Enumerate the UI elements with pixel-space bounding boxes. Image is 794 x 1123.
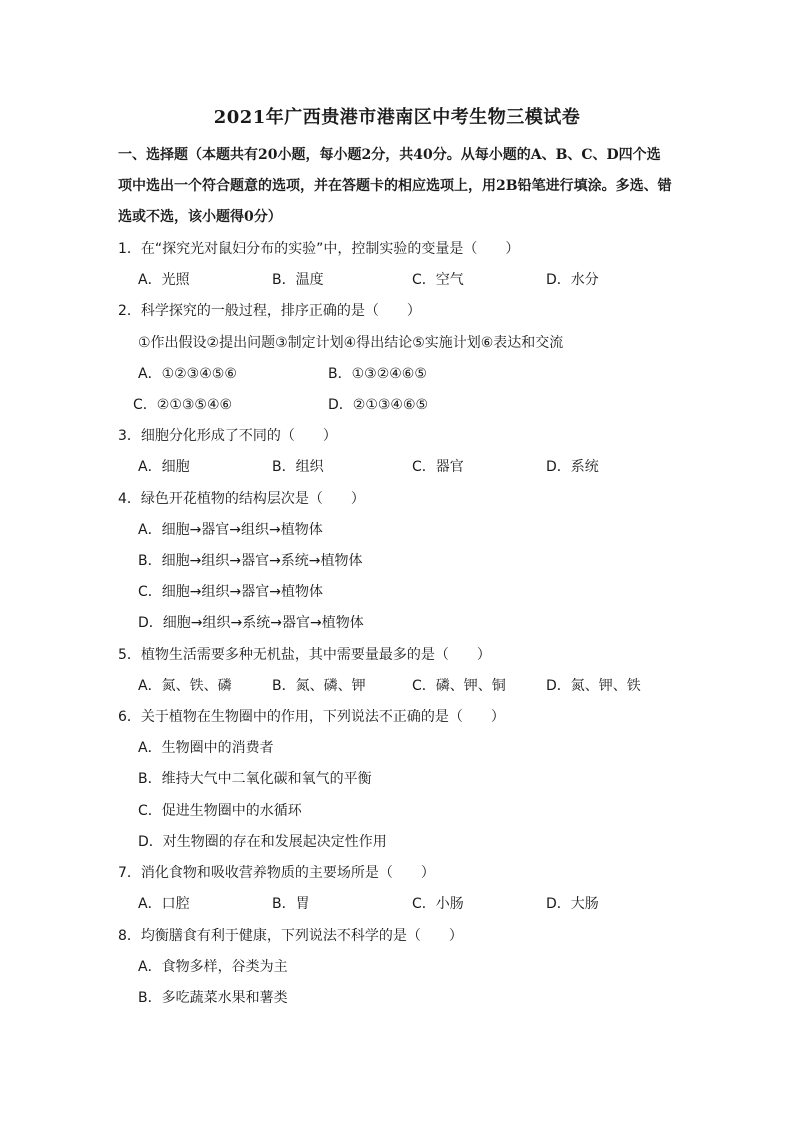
question-4-option-d: D．细胞→组织→系统→器官→植物体: [138, 615, 364, 631]
question-4-stem: 4．绿色开花植物的结构层次是（ ）: [118, 491, 365, 507]
question-8-stem: 8．均衡膳食有利于健康，下列说法不科学的是（ ）: [118, 928, 463, 944]
question-3-option-b: B．组织: [272, 459, 324, 475]
question-5-stem: 5．植物生活需要多种无机盐，其中需要量最多的是（ ）: [118, 647, 491, 663]
question-1-option-d: D．水分: [546, 272, 599, 288]
question-3-option-c: C．器官: [412, 459, 464, 475]
question-6-option-d: D．对生物圈的存在和发展起决定性作用: [138, 834, 387, 850]
question-2-steps: ①作出假设②提出问题③制定计划④得出结论⑤实施计划⑥表达和交流: [138, 335, 564, 351]
question-7-option-c: C．小肠: [412, 896, 464, 912]
question-7-option-d: D．大肠: [546, 896, 599, 912]
question-6-option-a: A．生物圈中的消费者: [138, 740, 274, 756]
question-4-option-b: B．细胞→组织→器官→系统→植物体: [138, 553, 363, 569]
question-8-option-a: A．食物多样，谷类为主: [138, 959, 288, 975]
question-7-option-a: A．口腔: [138, 896, 190, 912]
question-5-option-d: D．氮、钾、铁: [546, 678, 641, 694]
question-3-option-d: D．系统: [546, 459, 599, 475]
section-instructions: [118, 140, 683, 233]
question-2-stem: 2．科学探究的一般过程，排序正确的是（ ）: [118, 303, 421, 319]
question-4-option-a: A．细胞→器官→组织→植物体: [138, 522, 323, 538]
question-5-option-b: B．氮、磷、钾: [272, 678, 366, 694]
question-1-stem: 1．在“探究光对鼠妇分布的实验”中，控制实验的变量是（ ）: [118, 241, 520, 257]
question-3-option-a: A．细胞: [138, 459, 190, 475]
instruction-line: 项中选出一个符合题意的选项，并在答题卡的相应选项上，用2B铅笔进行填涂。多选、错: [118, 178, 672, 194]
question-1-option-a: A．光照: [138, 272, 190, 288]
question-8-option-b: B．多吃蔬菜水果和薯类: [138, 990, 288, 1006]
question-1-option-c: C．空气: [412, 272, 464, 288]
question-5-option-c: C．磷、钾、铜: [412, 678, 506, 694]
question-6-option-b: B．维持大气中二氧化碳和氧气的平衡: [138, 771, 372, 787]
question-6-stem: 6．关于植物在生物圈中的作用，下列说法不正确的是（ ）: [118, 709, 505, 725]
question-4-option-c: C．细胞→组织→器官→植物体: [138, 584, 323, 600]
question-7-stem: 7．消化食物和吸收营养物质的主要场所是（ ）: [118, 865, 435, 881]
question-3-stem: 3．细胞分化形成了不同的（ ）: [118, 428, 337, 444]
question-6-option-c: C．促进生物圈中的水循环: [138, 803, 302, 819]
instruction-line: 选或不选，该小题得0分）: [118, 209, 282, 225]
question-2-option-c: C．②①③⑤④⑥: [133, 397, 233, 413]
question-2-option-d: D．②①③④⑥⑤: [328, 397, 429, 413]
question-5-option-a: A．氮、铁、磷: [138, 678, 232, 694]
question-2-option-b: B．①③②④⑥⑤: [328, 366, 427, 382]
page-title: 2021年广西贵港市港南区中考生物三模试卷: [213, 107, 581, 128]
question-2-option-a: A．①②③④⑤⑥: [138, 366, 237, 382]
question-1-option-b: B．温度: [272, 272, 324, 288]
question-7-option-b: B．胃: [272, 896, 310, 912]
instruction-line: 一、选择题（本题共有20小题，每小题2分，共40分。从每小题的A、B、C、D四个选: [118, 147, 661, 163]
